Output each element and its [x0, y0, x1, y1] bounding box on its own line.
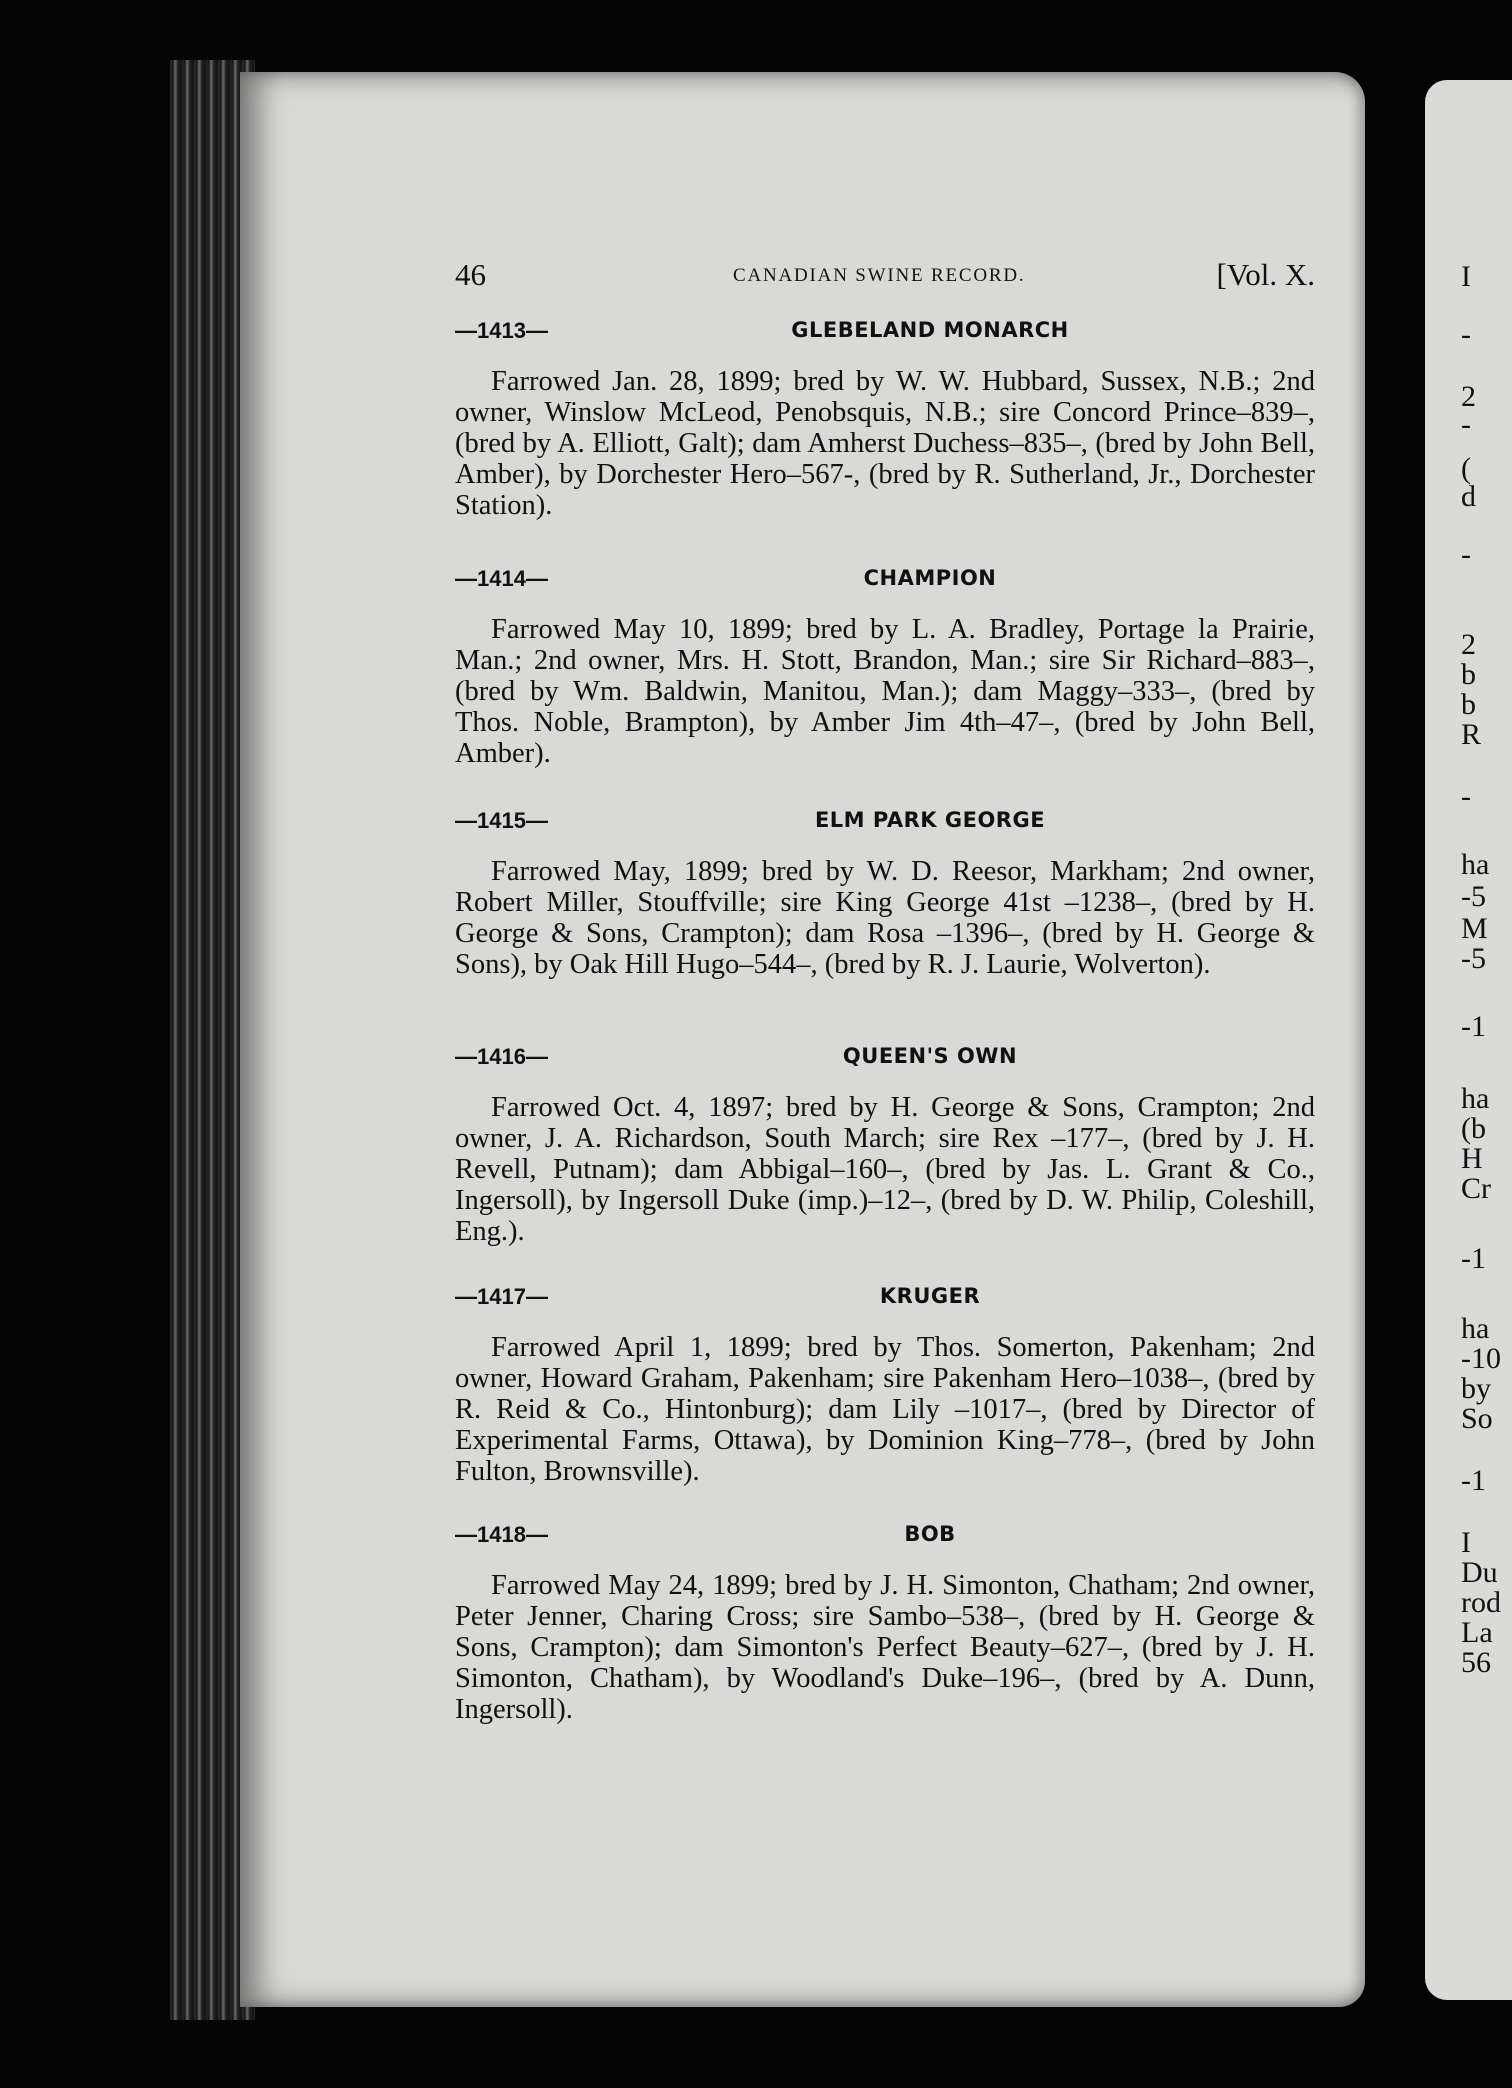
entry-number: —1417— — [455, 1284, 548, 1309]
entry-number: —1414— — [455, 566, 548, 591]
facing-page-fragment: La — [1461, 1616, 1493, 1649]
entry-text: Farrowed Oct. 4, 1897; bred by H. George & Sons, Crampton; 2nd owner, J. A. Richardson, South March; sire Rex –177–, (bred by J. H. Revell, Putnam); dam Abbigal–160–, (bred by Jas. L. Grant & Co., Ingersoll), by Ingersoll Duke (imp.)–12–, (bred by D. W. Philip, Coleshill, Eng.). — [455, 1092, 1315, 1247]
page-header — [455, 257, 1315, 297]
facing-page-fragment: - — [1461, 408, 1471, 441]
entry-text: Farrowed May 10, 1899; bred by L. A. Bradley, Portage la Prairie, Man.; 2nd owner, Mrs. H. Stott, Brandon, Man.; sire Sir Richard–883–, (bred by Wm. Baldwin, Manitou, Man.); dam Maggy–333–, (bred by Thos. Noble, Brampton), by Amber Jim 4th–47–, (bred by John Bell, Amber). — [455, 614, 1315, 769]
entry-name: BOB — [904, 1522, 956, 1546]
entry-text: Farrowed April 1, 1899; bred by Thos. Somerton, Pakenham; 2nd owner, Howard Graham, Pakenham; sire Pakenham Hero–1038–, (bred by R. Reid & Co., Hintonburg); dam Lily –1017–, (bred by Director of Experimental Farms, Ottawa), by Dominion King–778–, (bred by John Fulton, Brownsville). — [455, 1332, 1315, 1487]
facing-page-fragment: -1 — [1461, 1464, 1486, 1497]
entry-name: CHAMPION — [863, 566, 997, 590]
facing-page-fragment: R — [1461, 718, 1482, 751]
entry-text: Farrowed May, 1899; bred by W. D. Reesor, Markham; 2nd owner, Robert Miller, Stouffville; sire King George 41st –1238–, (bred by H. George & Sons, Crampton); dam Rosa –1396–, (bred by H. George & Sons), by Oak Hill Hugo–544–, (bred by R. J. Laurie, Wolverton). — [455, 856, 1315, 980]
facing-page-fragment: b — [1461, 688, 1476, 721]
volume-label: [Vol. X. — [1216, 257, 1315, 292]
facing-page-fragment: H — [1461, 1142, 1483, 1175]
facing-page-fragment: -1 — [1461, 1010, 1486, 1043]
facing-page-fragment: - — [1461, 780, 1471, 813]
entry-name: GLEBELAND MONARCH — [791, 318, 1069, 342]
facing-page-fragment: by — [1461, 1372, 1491, 1405]
facing-page-fragment: -10 — [1461, 1342, 1501, 1375]
entry-number: —1418— — [455, 1522, 548, 1547]
facing-page — [1425, 80, 1512, 2000]
facing-page-fragment: I — [1461, 260, 1471, 293]
entry-name: KRUGER — [879, 1284, 981, 1308]
facing-page-fragment: M — [1461, 912, 1488, 945]
entry-name: QUEEN'S OWN — [842, 1044, 1018, 1068]
facing-page-fragment: 2 — [1461, 380, 1476, 413]
facing-page-fragment: ( — [1461, 452, 1471, 485]
entry-text: Farrowed May 24, 1899; bred by J. H. Simonton, Chatham; 2nd owner, Peter Jenner, Charing Cross; sire Sambo–538–, (bred by H. George & Sons, Crampton); dam Simonton's Perfect Beauty–627–, (bred by J. H. Simonton, Chatham), by Woodland's Duke–196–, (bred by A. Dunn, Ingersoll). — [455, 1570, 1315, 1725]
facing-page-fragment: -1 — [1461, 1242, 1486, 1275]
entry-number: —1415— — [455, 808, 548, 833]
facing-page-fragment: ha — [1461, 1082, 1490, 1115]
facing-page-fragment: - — [1461, 538, 1471, 571]
entry-text: Farrowed Jan. 28, 1899; bred by W. W. Hubbard, Sussex, N.B.; 2nd owner, Winslow McLeod, Penobsquis, N.B.; sire Concord Prince–839–, (bred by A. Elliott, Galt); dam Amherst Duchess–835–, (bred by John Bell, Amber), by Dorchester Hero–567-, (bred by R. Sutherland, Jr., Dorchester Station). — [455, 366, 1315, 521]
facing-page-fragment: 2 — [1461, 628, 1476, 661]
facing-page-fragment: 56 — [1461, 1646, 1491, 1679]
facing-page-fragment: I — [1461, 1526, 1471, 1559]
facing-page-fragment: b — [1461, 658, 1476, 691]
facing-page-fragment: Cr — [1461, 1172, 1491, 1205]
facing-page-fragment: ha — [1461, 1312, 1490, 1345]
facing-page-fragment: rod — [1461, 1586, 1501, 1619]
entry-name: ELM PARK GEORGE — [814, 808, 1046, 832]
facing-page-fragment: d — [1461, 480, 1476, 513]
entry-number: —1413— — [455, 318, 548, 343]
facing-page-fragment: -5 — [1461, 880, 1486, 913]
facing-page-fragment: ha — [1461, 848, 1490, 881]
entry-number: —1416— — [455, 1044, 548, 1069]
running-title: CANADIAN SWINE RECORD. — [733, 265, 1026, 286]
facing-page-fragment: So — [1461, 1402, 1493, 1435]
facing-page-fragment: -5 — [1461, 942, 1486, 975]
facing-page-fragment: Du — [1461, 1556, 1498, 1589]
facing-page-fragment: (b — [1461, 1112, 1486, 1145]
page-number: 46 — [455, 257, 486, 292]
facing-page-fragment: - — [1461, 318, 1471, 351]
